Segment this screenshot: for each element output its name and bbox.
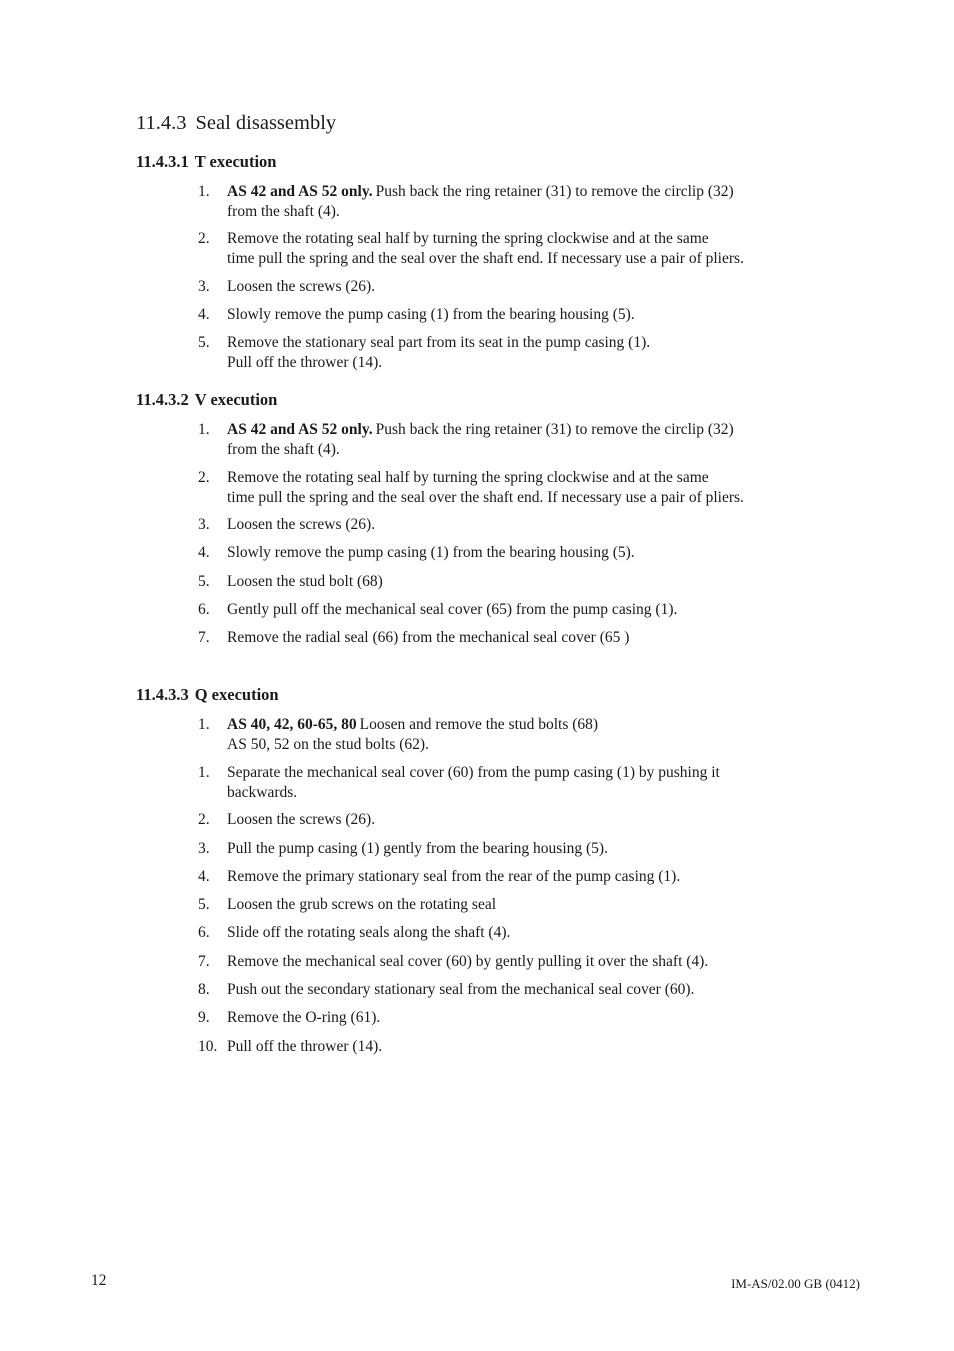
step-text: Pull off the thrower (14). bbox=[227, 1038, 383, 1055]
step-text: Pull off the thrower (14). bbox=[227, 353, 383, 371]
q-step-2 bbox=[198, 810, 838, 830]
t-execution-title: T execution bbox=[194, 152, 277, 171]
step-number: 7. bbox=[198, 953, 210, 970]
step-text: Remove the primary stationary seal from the rear of the pump casing (1). bbox=[227, 868, 681, 885]
q-step-6 bbox=[198, 923, 838, 943]
v-execution-number: 11.4.3.2 bbox=[136, 390, 189, 409]
step-number: 2. bbox=[198, 469, 210, 486]
step-text: Remove the stationary seal part from its seat in the pump casing (1). bbox=[227, 334, 651, 351]
step-number: 4. bbox=[198, 544, 210, 561]
step-text: time pull the spring and the seal over the shaft end. If necessary use a pair of pliers. bbox=[227, 249, 744, 267]
v-step-2 bbox=[198, 468, 838, 507]
q-step-1a bbox=[198, 715, 838, 754]
step-text: from the shaft (4). bbox=[227, 440, 340, 458]
v-execution-heading bbox=[136, 390, 277, 410]
step-text: Push back the ring retainer (31) to remove the circlip (32) bbox=[375, 183, 734, 200]
step-number: 9. bbox=[198, 1009, 210, 1026]
step-text: Push back the ring retainer (31) to remove the circlip (32) bbox=[375, 421, 734, 438]
t-step-4 bbox=[198, 305, 838, 325]
step-number: 3. bbox=[198, 516, 210, 533]
t-step-1 bbox=[198, 182, 838, 221]
q-execution-heading bbox=[136, 685, 279, 705]
step-number: 10. bbox=[198, 1038, 218, 1055]
q-step-9 bbox=[198, 1008, 838, 1028]
section-title bbox=[136, 112, 336, 135]
step-text: time pull the spring and the seal over the shaft end. If necessary use a pair of pliers. bbox=[227, 488, 744, 506]
q-step-1b bbox=[198, 763, 838, 802]
step-number: 3. bbox=[198, 278, 210, 295]
section-number: 11.4.3 bbox=[136, 112, 187, 134]
v-step-3 bbox=[198, 515, 838, 535]
t-execution-heading bbox=[136, 152, 276, 172]
step-text: from the shaft (4). bbox=[227, 202, 340, 220]
q-step-8 bbox=[198, 980, 838, 1000]
step-text: Remove the radial seal (66) from the mechanical seal cover (65 ) bbox=[227, 629, 630, 646]
step-number: 2. bbox=[198, 230, 210, 247]
step-number: 2. bbox=[198, 811, 210, 828]
step-bold-prefix: AS 40, 42, 60-65, 80 bbox=[227, 716, 357, 733]
step-text: Slowly remove the pump casing (1) from the bearing housing (5). bbox=[227, 544, 635, 561]
step-number: 1. bbox=[198, 764, 210, 781]
step-number: 6. bbox=[198, 924, 210, 941]
document-id: IM-AS/02.00 GB (0412) bbox=[731, 1276, 860, 1291]
v-step-4 bbox=[198, 543, 838, 563]
step-text: Slide off the rotating seals along the shaft (4). bbox=[227, 924, 511, 941]
step-text: Pull the pump casing (1) gently from the bearing housing (5). bbox=[227, 840, 608, 857]
step-bold-prefix: AS 42 and AS 52 only. bbox=[227, 183, 373, 200]
step-text: Loosen the screws (26). bbox=[227, 278, 376, 295]
q-execution-number: 11.4.3.3 bbox=[136, 685, 189, 704]
q-execution-title: Q execution bbox=[194, 685, 279, 704]
q-step-3 bbox=[198, 839, 838, 859]
step-number: 1. bbox=[198, 421, 210, 438]
step-number: 7. bbox=[198, 629, 210, 646]
section-title-text: Seal disassembly bbox=[195, 112, 337, 134]
step-text: backwards. bbox=[227, 783, 298, 801]
step-number: 4. bbox=[198, 306, 210, 323]
v-step-6 bbox=[198, 600, 838, 620]
step-number: 5. bbox=[198, 334, 210, 351]
step-text: Remove the rotating seal half by turning the spring clockwise and at the same bbox=[227, 469, 709, 486]
step-text: AS 50, 52 on the stud bolts (62). bbox=[227, 735, 429, 753]
step-number: 1. bbox=[198, 183, 210, 200]
v-execution-title: V execution bbox=[194, 390, 278, 409]
step-text: Remove the mechanical seal cover (60) by gently pulling it over the shaft (4). bbox=[227, 953, 709, 970]
v-step-5 bbox=[198, 572, 838, 592]
step-number: 4. bbox=[198, 868, 210, 885]
step-number: 8. bbox=[198, 981, 210, 998]
q-step-10 bbox=[198, 1037, 838, 1057]
step-text: Loosen the screws (26). bbox=[227, 811, 376, 828]
step-text: Separate the mechanical seal cover (60) from the pump casing (1) by pushing it bbox=[227, 764, 720, 781]
step-text: Remove the O-ring (61). bbox=[227, 1009, 381, 1026]
step-number: 5. bbox=[198, 896, 210, 913]
t-execution-number: 11.4.3.1 bbox=[136, 152, 189, 171]
step-number: 5. bbox=[198, 573, 210, 590]
step-text: Slowly remove the pump casing (1) from the bearing housing (5). bbox=[227, 306, 635, 323]
step-text: Gently pull off the mechanical seal cover (65) from the pump casing (1). bbox=[227, 601, 678, 618]
q-step-4 bbox=[198, 867, 838, 887]
step-bold-prefix: AS 42 and AS 52 only. bbox=[227, 421, 373, 438]
step-text: Remove the rotating seal half by turning the spring clockwise and at the same bbox=[227, 230, 709, 247]
step-number: 6. bbox=[198, 601, 210, 618]
q-step-5 bbox=[198, 895, 838, 915]
page-number: 12 bbox=[91, 1272, 107, 1289]
t-step-3 bbox=[198, 277, 838, 297]
q-step-7 bbox=[198, 952, 838, 972]
step-text: Loosen and remove the stud bolts (68) bbox=[359, 716, 599, 733]
t-step-2 bbox=[198, 229, 838, 268]
v-step-1 bbox=[198, 420, 838, 459]
step-text: Push out the secondary stationary seal from the mechanical seal cover (60). bbox=[227, 981, 695, 998]
step-number: 3. bbox=[198, 840, 210, 857]
t-step-5 bbox=[198, 333, 838, 372]
step-text: Loosen the grub screws on the rotating seal bbox=[227, 896, 497, 913]
step-text: Loosen the screws (26). bbox=[227, 516, 376, 533]
step-text: Loosen the stud bolt (68) bbox=[227, 573, 383, 590]
step-number: 1. bbox=[198, 716, 210, 733]
v-step-7 bbox=[198, 628, 838, 648]
